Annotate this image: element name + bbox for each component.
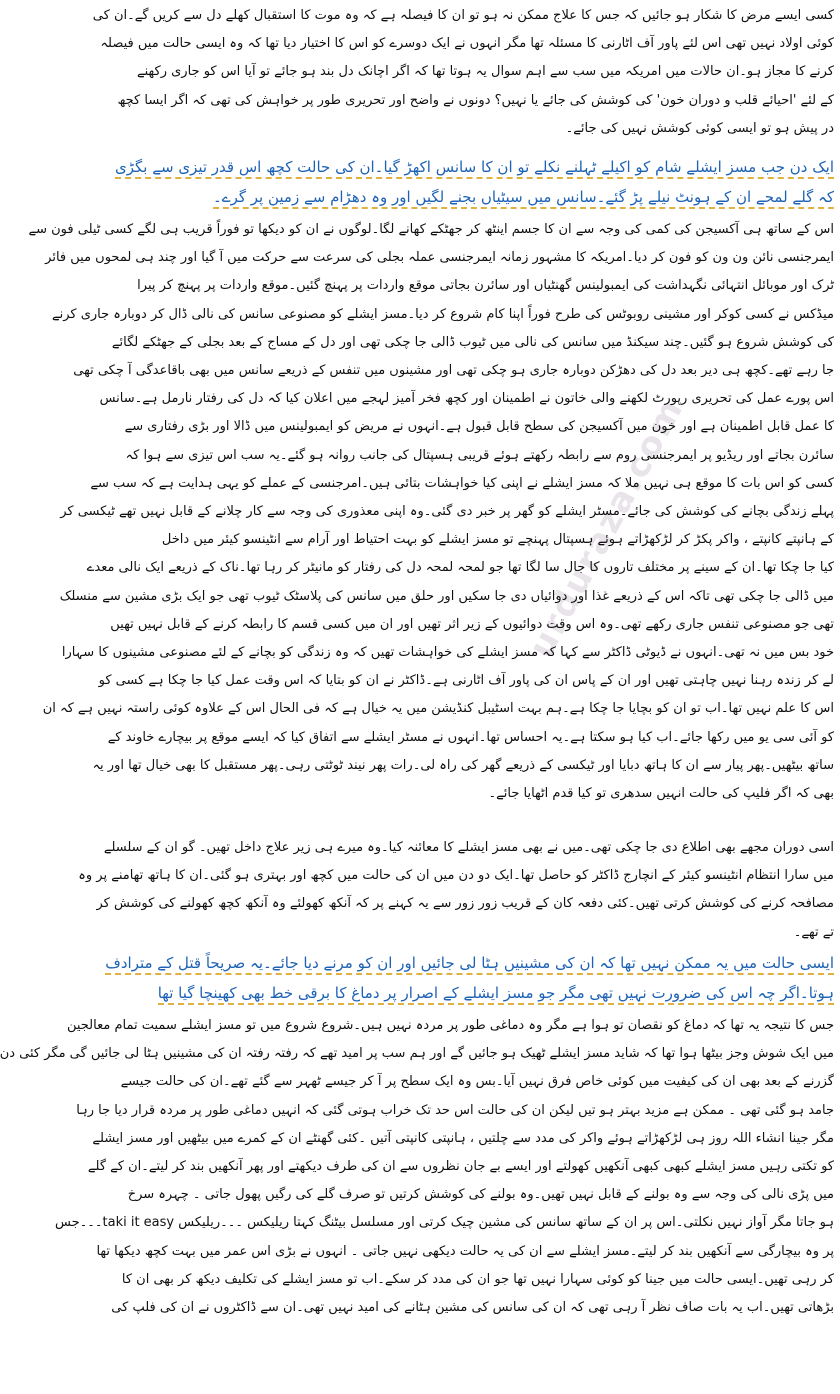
text-line: کے ہانپتے کانپتے ، واکر پکڑ کر لڑکھڑاتے ہوئے ہسپتال پہنچے تو مسز ایشلے کو بہت احتیاط اور آرام سے انٹینسو کیئر میں داخل	[161, 532, 834, 548]
text-line: اس پورے عمل کی تحریری رپورٹ لکھنے والی خاتون نے اطمینان اور کچھ فخر آمیز لہجے میں اعلان کیا کہ دل کی رفتار نارمل ہے۔سانس	[99, 391, 834, 407]
text-line: ساتھ بیٹھیں۔پھر پیار سے ان کا ہاتھ دبایا اور ٹیکسی کے ذریعے گھر کی راہ لی۔رات پھر نیند ٹوٹتی رہی۔پھر مستقبل کا بھی خیال تھا اور یہ	[92, 757, 834, 773]
text-line: تے تھے۔	[793, 924, 834, 940]
text-line: کوئی اولاد نہیں تھی اس لئے پاور آف اٹارنی کا مسئلہ تھا مگر انہوں نے ایک دوسرے کو اس کا اختیار دیا تھا کہ وہ ایسی حالت میں فیصلہ	[100, 36, 834, 52]
text-line: اسی دوران مجھے بھی اطلاع دی جا چکی تھی۔میں نے بھی مسز ایشلے کا معائنہ کیا۔وہ میرے ہی زیر علاج داخل تھیں۔ گو ان کے سلسلے	[103, 840, 834, 855]
text-line: کر رہی تھیں۔ایسی حالت میں جینا کو کوئی سہارا نہیں تھا جو ان کی مدد کر سکے۔اب تو مسز ایشلے کی تکلیف دیکھ کر بھی ان کا	[121, 1271, 834, 1287]
text-line: میں ڈالی جا چکی تھی تاکہ اس کے ذریعے غذا اور دوائیاں دی جا سکیں اور حلق میں سانس کی پلاسٹک ٹیوب تھی جو ایک بڑی مشین سے منسلک	[59, 588, 834, 604]
text-line: اس کے ساتھ ہی آکسیجن کی کمی کی وجہ سے ان کا جسم اینٹھ کر جھٹکے کھانے لگا۔لوگوں نے ان کو دیکھا تو فوراً قریب ہی لگے کسی ٹیلی فون سے	[28, 222, 834, 237]
text-line: کرنے کا مجاز ہو۔ان حالات میں امریکہ میں سب سے اہم سوال یہ ہوتا تھا کہ اگر اچانک دل بند ہو جائے تو آیا اس کو جاری رکھنے	[137, 64, 834, 80]
text-line: میں سارا انتظام انٹینسو کیئر کے انچارج ڈاکٹر کو حاصل تھا۔ایک دو دن میں ان کی حالت میں کچھ اور بہتری ہو گئی۔ان کا ہاتھ تھامنے پر وہ	[78, 868, 834, 884]
highlight-line: ایک دن جب مسز ایشلے شام کو اکیلے ٹہلنے نکلے تو ان کا سانس اکھڑ گیا۔ان کی حالت کچھ اس قدر تیزی سے بگڑی	[326, 152, 834, 182]
text-line: کو آئی سی یو میں رکھا جائے۔اب کیا ہو سکتا ہے۔یہ احساس تھا۔انہوں نے مسٹر ایشلے سے اتفاق کیا کہ ایسے موقع پر بیچارے خاوند کے	[107, 729, 834, 745]
text-line: مصافحہ کرنے کی کوشش کرتی تھیں۔کئی دفعہ کان کے قریب زور زور سے یہ کہنے پر کہ آنکھ کھولئے وہ آنکھ کچھ کھولنے کی کوشش کر	[96, 896, 834, 912]
text-line: سائرن بجاتے اور ریڈیو پر ایمرجنسی روم سے رابطہ رکھتے ہوئے قریبی ہسپتال کی جانب روانہ ہو گئے۔یہ سب اس تیزی سے ہوا کہ	[125, 447, 834, 463]
text-line: کے لئے 'احیائے قلب و دوران خون' کی کوشش کی جائے یا نہیں؟ دونوں نے واضح اور تحریری طور پر خواہش کی تھی کہ اگر ایسا کچھ	[117, 92, 834, 108]
text-line: جس کا نتیجہ یہ تھا کہ دماغ کو نقصان تو ہوا ہے مگر وہ دماغی طور پر مردہ نہیں ہیں۔شروع شروع میں تو مسز ایشلے سمیت تمام معالجین	[66, 1018, 834, 1033]
text-line: جامد ہو گئی تھی ۔ ممکن ہے مزید بہتر ہو تیں لیکن ان کی حالت اس حد تک خراب ہوتی گئی کہ انہیں دماغی طور پر مردہ قرار دیا جا رہا	[76, 1102, 834, 1118]
text-line: کو تکتی رہیں مسز ایشلے کبھی کبھی آنکھیں کھولتے اور ایسے بے جان نظروں سے ان کی طرف دیکھتے اور پھر آنکھیں بند کر لیتے۔ان کے گلے	[87, 1159, 834, 1174]
text-line: تھی جو مصنوعی تنفس جاری رکھے تھی۔وہ اس وقت دوائیوں کے زیر اثر تھیں اور ان میں کسی قسم کا رابطہ کرنے کے قابل نہیں تھیں	[110, 616, 834, 632]
text-line: میں پڑی نالی کی وجہ سے وہ بولنے کے قابل نہیں تھیں۔وہ بولنے کی کوشش کرتیں تو صرف گلے کی رگیں پھول جاتی ۔ چہرہ سرخ	[127, 1187, 834, 1203]
text-line: کسی ایسے مرض کا شکار ہو جائیں کہ جس کا علاج ممکن نہ ہو تو ان کا فیصلہ ہے کہ وہ موت کا استقبال کھلے دل سے کریں گے۔ان کی	[92, 8, 834, 23]
text-line: کسی کو اس بات کا موقع ہی نہیں ملا کہ مسز ایشلے نے اپنی کیا خواہشات بتائی ہیں۔امرجنسی کے عملے کو یہی ہدایت ہے کہ سب سے	[90, 475, 834, 491]
highlight-line: ہوتا۔اگر چہ اس کی ضرورت نہیں تھی مگر جو مسز ایشلے کے اصرار پر دماغ کا برقی خط بھی کھینچا گیا تھا	[326, 978, 834, 1008]
watermark: urduraza.com	[521, 391, 692, 665]
highlight-line: کہ گلے لمحے ان کے ہونٹ نیلے پڑ گئے۔سانس میں سیٹیاں بجنے لگیں اور وہ دھڑام سے زمین پر گرے۔	[326, 182, 834, 212]
text-line: کی کوشش شروع ہو گئیں۔چند سیکنڈ میں سانس کی نالی میں ٹیوب ڈالی جا چکی تھی اور دل کے مساج کے بعد بجلی کے جھٹکے لگائے	[111, 334, 834, 350]
text-line: پر وہ بیچارگی سے آنکھیں بند کر لیتے۔مسز ایشلے سے ان کی یہ حالت دیکھی نہیں جاتی ۔ انہوں نے بڑی اس عمر میں بہت کچھ دیکھا تھا	[96, 1243, 834, 1259]
highlight-line: ایسی حالت میں یہ ممکن نہیں تھا کہ ان کی مشینیں ہٹا لی جائیں اور ان کو مرنے دیا جائے۔یہ صریحاً قتل کے مترادف	[326, 948, 834, 978]
text-line: مگر جینا انشاء اللہ روز ہی لڑکھڑاتے ہوئے واکر کی مدد سے چلتیں ، ہانپتی کانپتی آتیں ۔کئی گھنٹے ان کے کمرے میں بیٹھیں اور مسز ایشلے	[92, 1130, 834, 1146]
text-line: بھی کہ اگر فلیپ کی حالت انہیں سدھری تو کیا قدم اٹھایا جائے۔	[488, 786, 834, 801]
text-line: ہو جاتا مگر آواز نہیں نکلتی۔اس پر ان کے ساتھ سانس کی مشین چیک کرتی اور مسلسل بیٹنگ کہتا ریلیکس ۔۔۔ریلیکس taki it easy۔۔۔جس	[55, 1215, 834, 1231]
text-line: ٹرک اور موبائل انتہائی نگہداشت کی ایمبولینس گھنٹیاں اور سائرن بجاتی موقع واردات پر پہنچ گئیں۔موقع واردات پر پہنچ کر پیرا	[137, 278, 834, 294]
text-line: کا عمل قابل اطمینان ہے اور خون میں آکسیجن کی سطح قابل قبول ہے۔انہوں نے مریض کو ایمبولینس میں ڈالا اور بڑی رفتاری سے	[124, 419, 834, 435]
text-line: اس کا علم نہیں تھا۔اب تو ان کو بچایا جا چکا ہے۔ہم بہت اسٹیبل کنڈیشن میں یہ خیال ہے کہ فی الحال اس کے علاوہ کوئی راستہ نہیں ہے کہ ان	[42, 701, 834, 717]
text-line: پہلے زندگی بچانے کی کوشش کی جائے۔مسٹر ایشلے کو گھر پر خبر دی گئی۔وہ اپنی معذوری کی وجہ سے کار چلانے کے قابل نہیں تھے ٹیکسی کر	[60, 504, 834, 519]
text-line: میڈکس نے کسی کوکر اور مشینی روبوٹس کی طرح فوراً اپنا کام شروع کر دیا۔مسز ایشلے کو مصنوعی سانس کی نالی ڈال کر دوبارہ جاری کرنے	[51, 306, 834, 322]
text-line: کیا جا چکا تھا۔ان کے سینے پر مختلف تاروں کا جال سا لگا تھا جو لمحہ لمحہ دل کی رفتار کو مانیٹر کر رہا تھا۔ناک کے ذریعے ایک نالی معدے	[86, 560, 834, 576]
text-line: جا رہے تھے۔کچھ ہی دیر بعد دل کی دھڑکن دوبارہ جاری ہو چکی تھی اور مشینوں میں تنفس کے ذریعے سانس میں بھی باقاعدگی آ چکی تھی	[73, 363, 834, 378]
text-line: بڑھاتی تھیں۔اب یہ بات صاف نظر آ رہی تھی کہ ان کی سانس کی مشین ہٹانے کی امید نہیں تھی۔ان سے ڈاکٹروں نے ان کی فلپ کی	[111, 1300, 834, 1315]
text-line: ایمرجنسی نائن ون ون کو فون کر دیا۔امریکہ کا مشہور زمانہ ایمرجنسی عملہ بجلی کی سرعت سے حرکت میں آ گیا اور چند ہی لمحوں میں فائر	[45, 250, 834, 266]
text-line: میں ایک شوش وجز بیٹھا ہوا تھا کہ شاید مسز ایشلے ٹھیک ہو جائیں گے اور ہم سب پر امید تھے کہ رفتہ رفتہ ان کی مشینیں ہٹا لی جائیں گی مگر کئی دن	[0, 1046, 834, 1062]
text-line: خود بس میں نہ تھی۔انہوں نے ڈیوٹی ڈاکٹر سے کہا کہ مسز ایشلے کی خواہشات تھیں کہ وہ زندگی کو بچانے کے لئے مصنوعی مشینوں کا سہارا	[61, 645, 834, 660]
text-line: گزرنے کے بعد بھی ان کی کیفیت میں کوئی خاص فرق نہیں آیا۔بس وہ ایک سطح پر آ کر جیسے ٹھہر سے گئے تھے۔ان کی حالت جیسے	[120, 1074, 834, 1090]
text-line: در پیش ہو تو ایسی کوئی کوشش نہیں کی جائے۔	[565, 120, 834, 136]
text-line: لے کر زندہ رہنا نہیں چاہتی تھیں اور ان کے پاس ان کی پاور آف اٹارنی ہے۔ڈاکٹر نے ان کو بتایا کہ اس وقت عمل کیا جا چکا ہے کسی کو	[98, 673, 834, 689]
